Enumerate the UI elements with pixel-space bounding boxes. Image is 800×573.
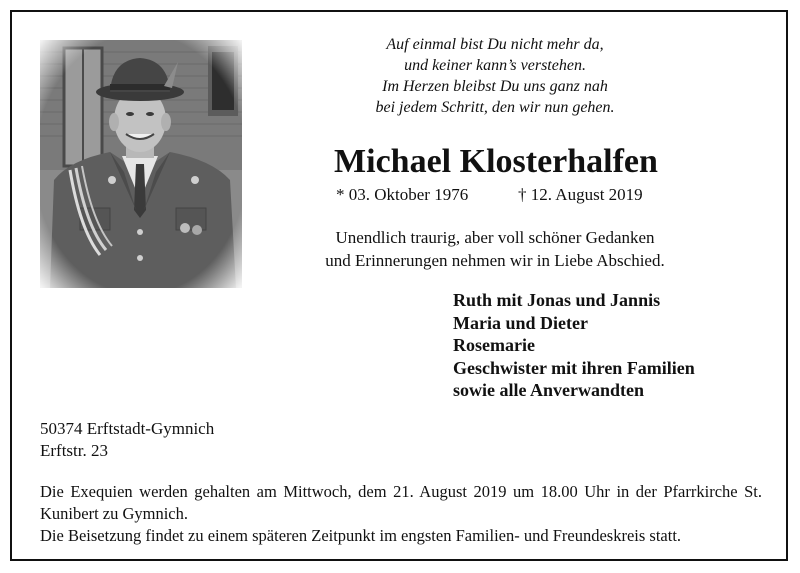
poem-line: Auf einmal bist Du nicht mehr da, xyxy=(386,36,604,53)
mourner-entry: Ruth mit Jonas und Jannis xyxy=(453,290,661,310)
address-street: Erftstr. 23 xyxy=(40,441,108,460)
exequies-text: Die Exequien werden gehalten am Mittwoch, dem 21. August 2019 um 18.00 Uhr in der Pfarrkirche St. Kunibert zu Gymnich. xyxy=(40,482,762,523)
farewell-line: und Erinnerungen nehmen wir in Liebe Abschied. xyxy=(325,251,665,270)
mourner-entry: sowie alle Anverwandten xyxy=(453,380,644,400)
death-date: † 12. August 2019 xyxy=(518,185,643,204)
mourner-entry: Geschwister mit ihren Familien xyxy=(453,357,695,378)
mourner-entry: Rosemarie xyxy=(453,335,535,355)
farewell-line: Unendlich traurig, aber voll schöner Gedanken xyxy=(335,228,655,247)
poem-line: und keiner kann’s verstehen. xyxy=(404,57,586,74)
memorial-poem xyxy=(330,34,660,118)
service-information xyxy=(40,481,762,547)
portrait-photo xyxy=(40,40,242,288)
mourners-list xyxy=(453,289,773,402)
address-city: 50374 Erftstadt-Gymnich xyxy=(40,419,215,438)
burial-text: Die Beisetzung findet zu einem späteren Zeitpunkt im engsten Familien- und Freundeskreis statt. xyxy=(40,526,682,545)
poem-line: bei jedem Schritt, den wir nun gehen. xyxy=(375,99,615,116)
poem-line: Im Herzen bleibst Du uns ganz nah xyxy=(382,78,608,95)
mourner-entry: Maria und Dieter xyxy=(453,312,588,333)
birth-date: * 03. Oktober 1976 xyxy=(336,185,469,204)
family-address xyxy=(40,418,340,462)
farewell-text xyxy=(290,226,700,272)
deceased-name: Michael Klosterhalfen xyxy=(334,143,658,180)
